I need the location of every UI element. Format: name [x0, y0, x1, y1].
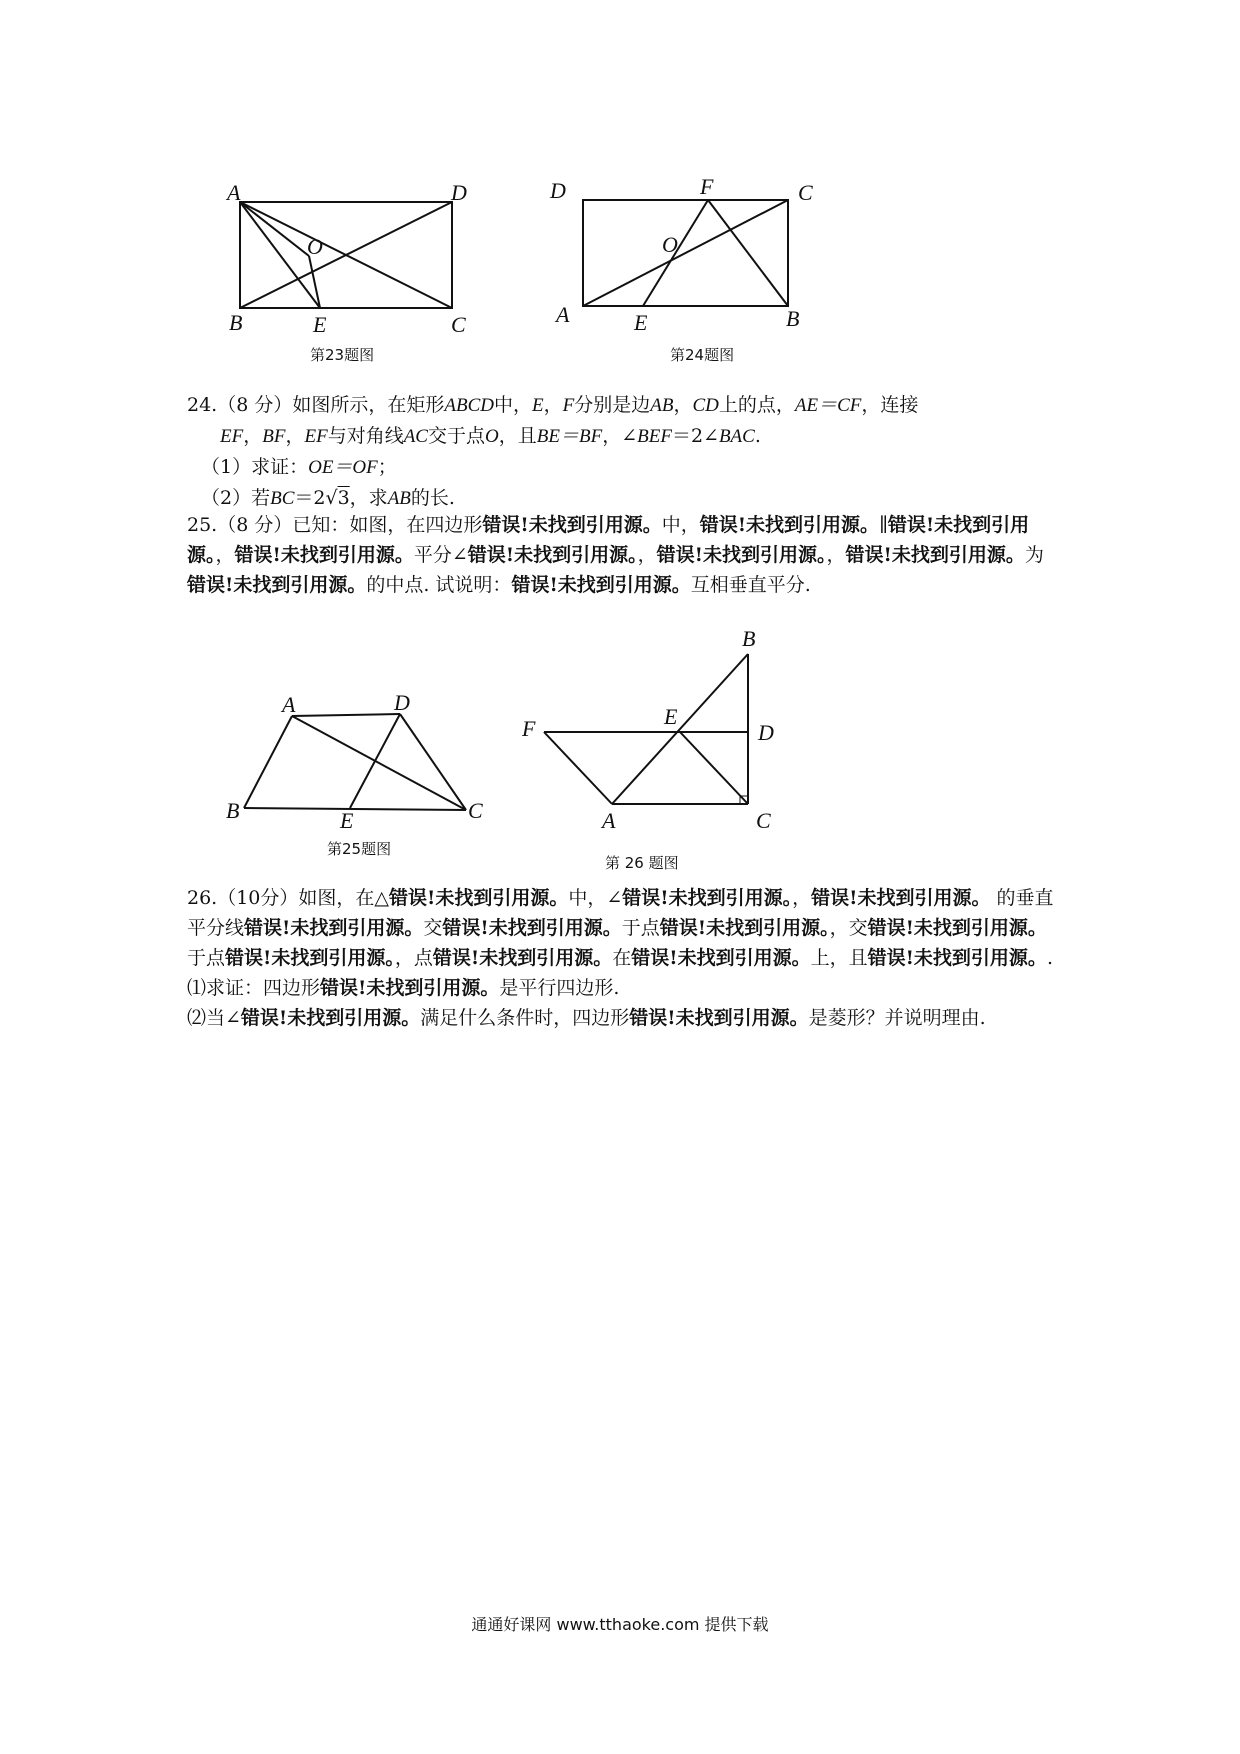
figure-24-caption: 第24题图	[670, 346, 735, 364]
label-b: B	[742, 626, 756, 651]
label-a: A	[282, 694, 296, 717]
label-c: C	[451, 312, 466, 337]
label-o: O	[662, 232, 678, 257]
sqrt-sign: √	[325, 487, 338, 509]
label-e: E	[340, 808, 354, 829]
figure-23-caption: 第23题图	[310, 346, 375, 364]
q24-line-1: 24.（8 分）如图所示，在矩形ABCD中，E，F分别是边AB，CD上的点，AE＝CF，连接	[187, 394, 919, 416]
q24-line-2: EF，BF，EF与对角线AC交于点O，且BE＝BF，∠BEF＝2∠BAC.	[220, 425, 761, 447]
label-e: E	[634, 310, 648, 335]
figure-25-caption: 第25题图	[327, 840, 392, 858]
sqrt-radicand: 3	[337, 487, 350, 509]
label-a: A	[602, 808, 616, 833]
label-c: C	[798, 180, 813, 205]
q24-part-1: （1）求证：OE＝OF；	[201, 456, 397, 478]
figure-26-caption: 第 26 题图	[605, 854, 679, 872]
figure-26	[522, 624, 792, 844]
q26-body: 26.（10分）如图，在△错误!未找到引用源。中，∠错误!未找到引用源。，错误!未找到引用源。 的垂直平分线错误!未找到引用源。交错误!未找到引用源。于点错误!未找到引用源。，交错误!未找到引用源。于点错误!未找到引用源。，点错误!未找到引用源。在错误!未找到引用源。上，且错误!未找到引用源。.	[187, 887, 1054, 969]
figure-26-drawing	[522, 624, 792, 844]
q26-part-2: ⑵当∠错误!未找到引用源。满足什么条件时，四边形错误!未找到引用源。是菱形？并说明理由.	[187, 1007, 986, 1029]
q24-part-2: （2）若BC＝2√3，求AB的长.	[201, 487, 455, 509]
label-b: B	[226, 798, 240, 823]
label-d: D	[451, 180, 467, 205]
label-c: C	[756, 808, 771, 833]
label-a: A	[556, 302, 570, 327]
figure-25	[222, 694, 492, 829]
question-25	[187, 510, 1057, 600]
label-d: D	[394, 694, 410, 715]
question-26	[187, 883, 1057, 1033]
q25-body: 25.（8 分）已知：如图，在四边形错误!未找到引用源。中，错误!未找到引用源。∥错误!未找到引用源。，错误!未找到引用源。平分∠错误!未找到引用源。，错误!未找到引用源。，错误!未找到引用源。为错误!未找到引用源。的中点. 试说明：错误!未找到引用源。互相垂直平分.	[187, 514, 1044, 596]
figure-24-drawing	[548, 170, 828, 340]
figure-25-drawing	[222, 694, 492, 829]
figure-23	[225, 178, 475, 338]
label-d: D	[758, 720, 774, 745]
label-a: A	[227, 180, 241, 205]
label-o: O	[307, 234, 323, 259]
label-f: F	[522, 716, 536, 741]
page-footer: 通通好课网 www.tthaoke.com 提供下载	[471, 1615, 769, 1634]
label-d: D	[550, 178, 566, 203]
label-e: E	[313, 312, 327, 337]
label-e: E	[664, 704, 678, 729]
label-c: C	[468, 798, 483, 823]
label-f: F	[700, 174, 714, 199]
label-b: B	[229, 310, 243, 335]
question-24	[187, 390, 1057, 514]
figure-24	[548, 170, 828, 340]
label-b: B	[786, 306, 800, 331]
q26-part-1: ⑴求证：四边形错误!未找到引用源。是平行四边形.	[187, 977, 620, 999]
figure-23-drawing	[225, 178, 475, 338]
